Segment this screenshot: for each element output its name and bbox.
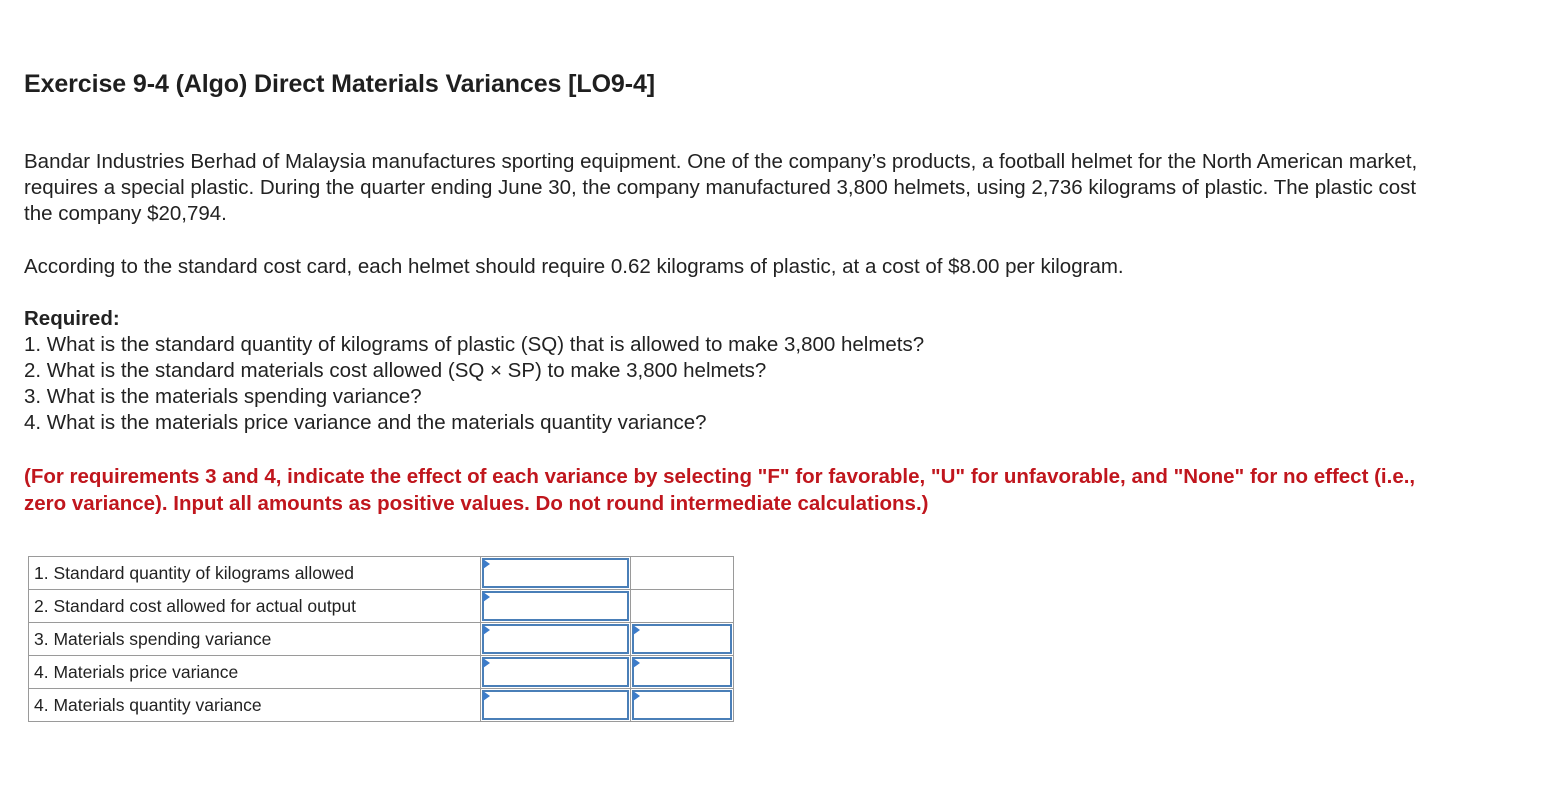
row-label: 4. Materials price variance [29, 656, 481, 689]
amount-cell [481, 689, 631, 722]
required-item-4: 4. What is the materials price variance and the materials quantity variance? [24, 411, 707, 434]
row-label: 1. Standard quantity of kilograms allowed [29, 557, 481, 590]
effect-cell [631, 656, 734, 689]
effect-cell [631, 689, 734, 722]
amount-input-standard-cost[interactable] [482, 591, 629, 621]
effect-cell [631, 623, 734, 656]
input-flag-icon [483, 592, 490, 602]
problem-paragraph-2: According to the standard cost card, each helmet should require 0.62 kilograms of plastic, at a cost of $8.00 per kilogram. [24, 255, 1124, 278]
row-label: 2. Standard cost allowed for actual output [29, 590, 481, 623]
input-flag-icon [633, 691, 640, 701]
amount-cell [481, 623, 631, 656]
answer-table [28, 556, 734, 722]
amount-cell [481, 557, 631, 590]
required-item-3: 3. What is the materials spending variance? [24, 385, 422, 408]
effect-select-quantity-variance[interactable] [632, 690, 732, 720]
amount-input-standard-quantity[interactable] [482, 558, 629, 588]
input-flag-icon [483, 559, 490, 569]
amount-cell [481, 656, 631, 689]
effect-select-spending-variance[interactable] [632, 624, 732, 654]
amount-input-price-variance[interactable] [482, 657, 629, 687]
empty-cell [631, 590, 734, 623]
input-flag-icon [483, 658, 490, 668]
required-heading: Required: [24, 307, 120, 330]
table-row [29, 623, 734, 656]
table-row [29, 557, 734, 590]
instruction-note: (For requirements 3 and 4, indicate the effect of each variance by selecting "F" for favorable, "U" for unfavorable, and "None" for no effect (i.e., zero variance). Input all amounts as positive values. Do not round intermediate calculations.) [24, 465, 1416, 515]
problem-paragraph-1: Bandar Industries Berhad of Malaysia manufactures sporting equipment. One of the company’s products, a football helmet for the North American market, requires a special plastic. During the quarter ending June 30, the company manufactured 3,800 helmets, using 2,736 kilograms of plastic. The plastic cost the company $20,794. [24, 150, 1418, 225]
input-flag-icon [483, 691, 490, 701]
table-row [29, 590, 734, 623]
table-row [29, 656, 734, 689]
amount-input-spending-variance[interactable] [482, 624, 629, 654]
row-label: 4. Materials quantity variance [29, 689, 481, 722]
required-item-1: 1. What is the standard quantity of kilograms of plastic (SQ) that is allowed to make 3,800 helmets? [24, 333, 925, 356]
row-label: 3. Materials spending variance [29, 623, 481, 656]
effect-select-price-variance[interactable] [632, 657, 732, 687]
input-flag-icon [633, 625, 640, 635]
input-flag-icon [483, 625, 490, 635]
amount-cell [481, 590, 631, 623]
amount-input-quantity-variance[interactable] [482, 690, 629, 720]
required-section [24, 306, 924, 436]
table-row [29, 689, 734, 722]
empty-cell [631, 557, 734, 590]
required-item-2: 2. What is the standard materials cost allowed (SQ × SP) to make 3,800 helmets? [24, 359, 767, 382]
exercise-title: Exercise 9-4 (Algo) Direct Materials Variances [LO9-4] [24, 70, 655, 98]
input-flag-icon [633, 658, 640, 668]
